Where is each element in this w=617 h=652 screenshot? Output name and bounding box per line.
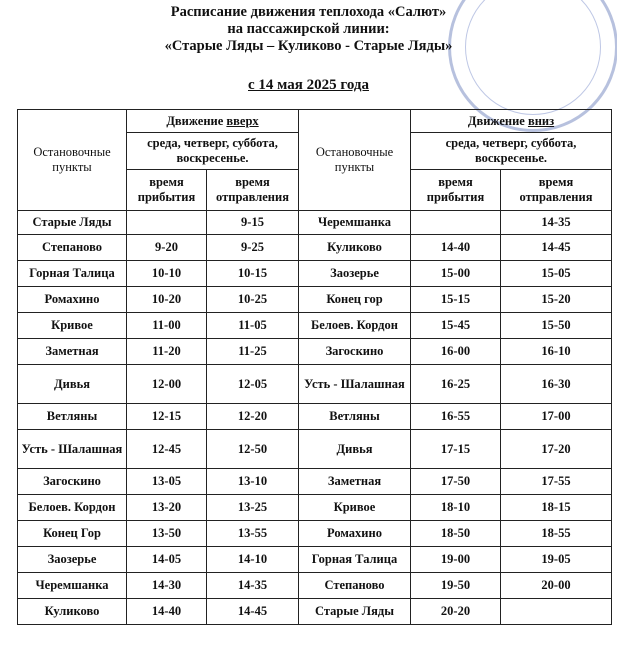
down-arrival: 18-10	[411, 495, 501, 521]
down-arrival	[411, 211, 501, 235]
up-arrival: 11-20	[127, 339, 207, 365]
table-row	[18, 521, 612, 547]
up-stop: Черемшанка	[18, 573, 127, 599]
table-row	[18, 365, 612, 404]
up-stop: Белоев. Кордон	[18, 495, 127, 521]
table-row	[18, 261, 612, 287]
down-stop: Заметная	[299, 469, 411, 495]
down-arrival: 15-45	[411, 313, 501, 339]
up-arrival: 9-20	[127, 235, 207, 261]
table-row	[18, 547, 612, 573]
effective-date-text: с 14 мая 2025 года	[248, 77, 369, 93]
effective-date	[0, 77, 617, 94]
table-row	[18, 573, 612, 599]
up-stop: Ромахино	[18, 287, 127, 313]
up-departure: 12-20	[207, 404, 299, 430]
up-departure: 10-25	[207, 287, 299, 313]
table-row	[18, 313, 612, 339]
up-arrival: 12-15	[127, 404, 207, 430]
down-stops-header: Остановочные пункты	[299, 110, 411, 211]
table-row	[18, 430, 612, 469]
down-departure: 16-30	[501, 365, 612, 404]
down-arrival: 14-40	[411, 235, 501, 261]
table-row	[18, 495, 612, 521]
down-arrival: 16-55	[411, 404, 501, 430]
up-arrival: 13-50	[127, 521, 207, 547]
up-departure-header: время отправления	[207, 170, 299, 211]
down-departure: 14-45	[501, 235, 612, 261]
up-departure: 14-35	[207, 573, 299, 599]
down-arrival: 16-00	[411, 339, 501, 365]
up-departure: 14-45	[207, 599, 299, 625]
up-arrival: 13-20	[127, 495, 207, 521]
down-departure: 16-10	[501, 339, 612, 365]
down-stop: Белоев. Кордон	[299, 313, 411, 339]
table-row	[18, 599, 612, 625]
up-departure: 13-25	[207, 495, 299, 521]
up-arrival: 12-00	[127, 365, 207, 404]
down-direction-header	[411, 110, 612, 133]
down-departure-header: время отправления	[501, 170, 612, 211]
up-stop: Заметная	[18, 339, 127, 365]
down-stop: Усть - Шалашная	[299, 365, 411, 404]
down-days-header: среда, четверг, суббота, воскресенье.	[411, 133, 612, 170]
up-departure: 9-15	[207, 211, 299, 235]
table-row	[18, 339, 612, 365]
down-direction-word: вниз	[527, 113, 555, 128]
up-arrival: 11-00	[127, 313, 207, 339]
down-departure: 15-05	[501, 261, 612, 287]
down-stop: Степаново	[299, 573, 411, 599]
up-departure: 9-25	[207, 235, 299, 261]
up-arrival: 10-10	[127, 261, 207, 287]
table-row	[18, 235, 612, 261]
up-departure: 11-05	[207, 313, 299, 339]
up-arrival-header: время прибытия	[127, 170, 207, 211]
up-arrival: 13-05	[127, 469, 207, 495]
up-arrival: 12-45	[127, 430, 207, 469]
down-arrival: 19-00	[411, 547, 501, 573]
down-stop: Черемшанка	[299, 211, 411, 235]
down-arrival: 15-00	[411, 261, 501, 287]
up-stop: Ветляны	[18, 404, 127, 430]
down-departure: 19-05	[501, 547, 612, 573]
up-stop: Дивья	[18, 365, 127, 404]
document-header	[0, 4, 617, 55]
table-row	[18, 211, 612, 235]
up-arrival: 14-40	[127, 599, 207, 625]
up-arrival: 14-30	[127, 573, 207, 599]
down-departure: 20-00	[501, 573, 612, 599]
up-direction-word: вверх	[226, 113, 259, 128]
up-stop: Заозерье	[18, 547, 127, 573]
up-departure: 12-05	[207, 365, 299, 404]
down-arrival: 20-20	[411, 599, 501, 625]
up-stop: Загоскино	[18, 469, 127, 495]
down-departure: 18-55	[501, 521, 612, 547]
down-stop: Заозерье	[299, 261, 411, 287]
title-line-1: Расписание движения теплохода «Салют»	[170, 4, 447, 20]
down-departure: 17-00	[501, 404, 612, 430]
down-departure: 17-55	[501, 469, 612, 495]
up-departure: 13-10	[207, 469, 299, 495]
down-stop: Дивья	[299, 430, 411, 469]
down-departure: 18-15	[501, 495, 612, 521]
up-days-header: среда, четверг, суббота, воскресенье.	[127, 133, 299, 170]
up-stop: Кривое	[18, 313, 127, 339]
up-stop: Конец Гор	[18, 521, 127, 547]
down-stop: Ромахино	[299, 521, 411, 547]
up-stop: Старые Ляды	[18, 211, 127, 235]
up-direction-prefix: Движение	[166, 113, 227, 128]
down-arrival: 16-25	[411, 365, 501, 404]
up-departure: 10-15	[207, 261, 299, 287]
schedule-table	[17, 109, 612, 625]
up-stops-header: Остановочные пункты	[18, 110, 127, 211]
up-arrival: 10-20	[127, 287, 207, 313]
table-row	[18, 469, 612, 495]
up-departure: 11-25	[207, 339, 299, 365]
up-arrival	[127, 211, 207, 235]
down-arrival: 17-50	[411, 469, 501, 495]
title-line-3: «Старые Ляды – Куликово - Старые Ляды»	[164, 38, 453, 54]
down-stop: Старые Ляды	[299, 599, 411, 625]
down-departure: 15-50	[501, 313, 612, 339]
table-row	[18, 287, 612, 313]
up-departure: 12-50	[207, 430, 299, 469]
down-arrival-header: время прибытия	[411, 170, 501, 211]
up-stop: Степаново	[18, 235, 127, 261]
down-arrival: 17-15	[411, 430, 501, 469]
down-arrival: 18-50	[411, 521, 501, 547]
down-direction-prefix: Движение	[467, 113, 528, 128]
down-departure: 15-20	[501, 287, 612, 313]
title-line-2: на пассажирской линии:	[227, 21, 390, 37]
down-stop: Конец гор	[299, 287, 411, 313]
up-departure: 13-55	[207, 521, 299, 547]
up-stop: Горная Талица	[18, 261, 127, 287]
down-stop: Ветляны	[299, 404, 411, 430]
down-departure	[501, 599, 612, 625]
down-stop: Кривое	[299, 495, 411, 521]
up-stop: Куликово	[18, 599, 127, 625]
down-arrival: 15-15	[411, 287, 501, 313]
down-departure: 17-20	[501, 430, 612, 469]
down-stop: Куликово	[299, 235, 411, 261]
table-row	[18, 404, 612, 430]
up-departure: 14-10	[207, 547, 299, 573]
down-arrival: 19-50	[411, 573, 501, 599]
down-departure: 14-35	[501, 211, 612, 235]
down-stop: Горная Талица	[299, 547, 411, 573]
down-stop: Загоскино	[299, 339, 411, 365]
up-arrival: 14-05	[127, 547, 207, 573]
up-direction-header	[127, 110, 299, 133]
up-stop: Усть - Шалашная	[18, 430, 127, 469]
